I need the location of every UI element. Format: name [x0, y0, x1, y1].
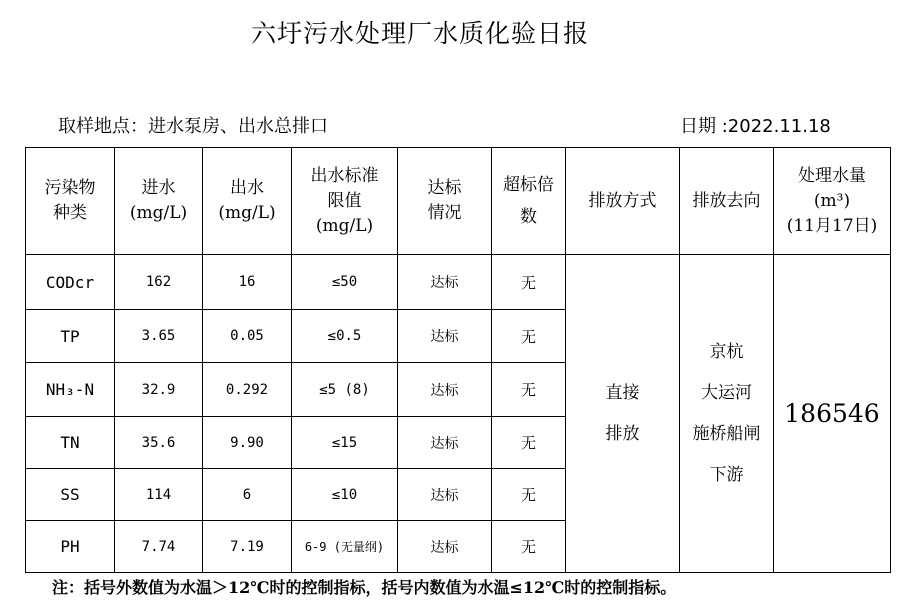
inflow-cell: 162 [115, 255, 203, 310]
discharge-destination-cell: 京杭 大运河 施桥船闸 下游 [680, 255, 774, 573]
header-row [26, 148, 891, 255]
water-quality-table [25, 147, 891, 573]
header-exceed: 超标倍 数 [492, 148, 566, 255]
header-volume: 处理水量 (m³) (11月17日) [774, 148, 891, 255]
compliance-cell: 达标 [398, 469, 492, 521]
inflow-cell: 32.9 [115, 363, 203, 417]
compliance-cell: 达标 [398, 363, 492, 417]
limit-cell: ≤15 [292, 417, 398, 469]
discharge-method-cell: 直接 排放 [566, 255, 680, 573]
header-discharge-destination: 排放去向 [680, 148, 774, 255]
header-pollutant: 污染物 种类 [26, 148, 115, 255]
inflow-cell: 3.65 [115, 310, 203, 363]
inflow-cell: 35.6 [115, 417, 203, 469]
inflow-cell: 114 [115, 469, 203, 521]
limit-cell: ≤0.5 [292, 310, 398, 363]
exceed-cell: 无 [492, 310, 566, 363]
outflow-cell: 6 [203, 469, 292, 521]
header-limit: 出水标准 限值 (mg/L) [292, 148, 398, 255]
header-inflow: 进水 (mg/L) [115, 148, 203, 255]
outflow-cell: 16 [203, 255, 292, 310]
inflow-cell: 7.74 [115, 521, 203, 573]
volume-value: 186546 [774, 255, 891, 573]
outflow-cell: 0.292 [203, 363, 292, 417]
sample-location: 取样地点：进水泵房、出水总排口 [58, 116, 328, 137]
exceed-cell: 无 [492, 363, 566, 417]
exceed-cell: 无 [492, 417, 566, 469]
header-discharge-method: 排放方式 [566, 148, 680, 255]
outflow-cell: 0.05 [203, 310, 292, 363]
report-title: 六圩污水处理厂水质化验日报 [250, 19, 589, 48]
header-outflow: 出水 (mg/L) [203, 148, 292, 255]
pollutant-cell: CODcr [26, 255, 115, 310]
pollutant-cell: TN [26, 417, 115, 469]
compliance-cell: 达标 [398, 417, 492, 469]
outflow-cell: 7.19 [203, 521, 292, 573]
compliance-cell: 达标 [398, 255, 492, 310]
limit-cell: ≤50 [292, 255, 398, 310]
pollutant-cell: TP [26, 310, 115, 363]
limit-cell: ≤5 (8) [292, 363, 398, 417]
table-row [26, 255, 891, 310]
pollutant-cell: PH [26, 521, 115, 573]
report-date: 日期 :2022.11.18 [680, 116, 831, 137]
header-compliance: 达标 情况 [398, 148, 492, 255]
outflow-cell: 9.90 [203, 417, 292, 469]
compliance-cell: 达标 [398, 521, 492, 573]
compliance-cell: 达标 [398, 310, 492, 363]
pollutant-cell: SS [26, 469, 115, 521]
exceed-cell: 无 [492, 521, 566, 573]
exceed-cell: 无 [492, 255, 566, 310]
limit-cell: ≤10 [292, 469, 398, 521]
pollutant-cell: NH₃-N [26, 363, 115, 417]
exceed-cell: 无 [492, 469, 566, 521]
limit-cell: 6-9 (无量纲) [292, 521, 398, 573]
footnote: 注：括号外数值为水温＞12℃时的控制指标，括号内数值为水温≤12℃时的控制指标。 [52, 578, 677, 597]
